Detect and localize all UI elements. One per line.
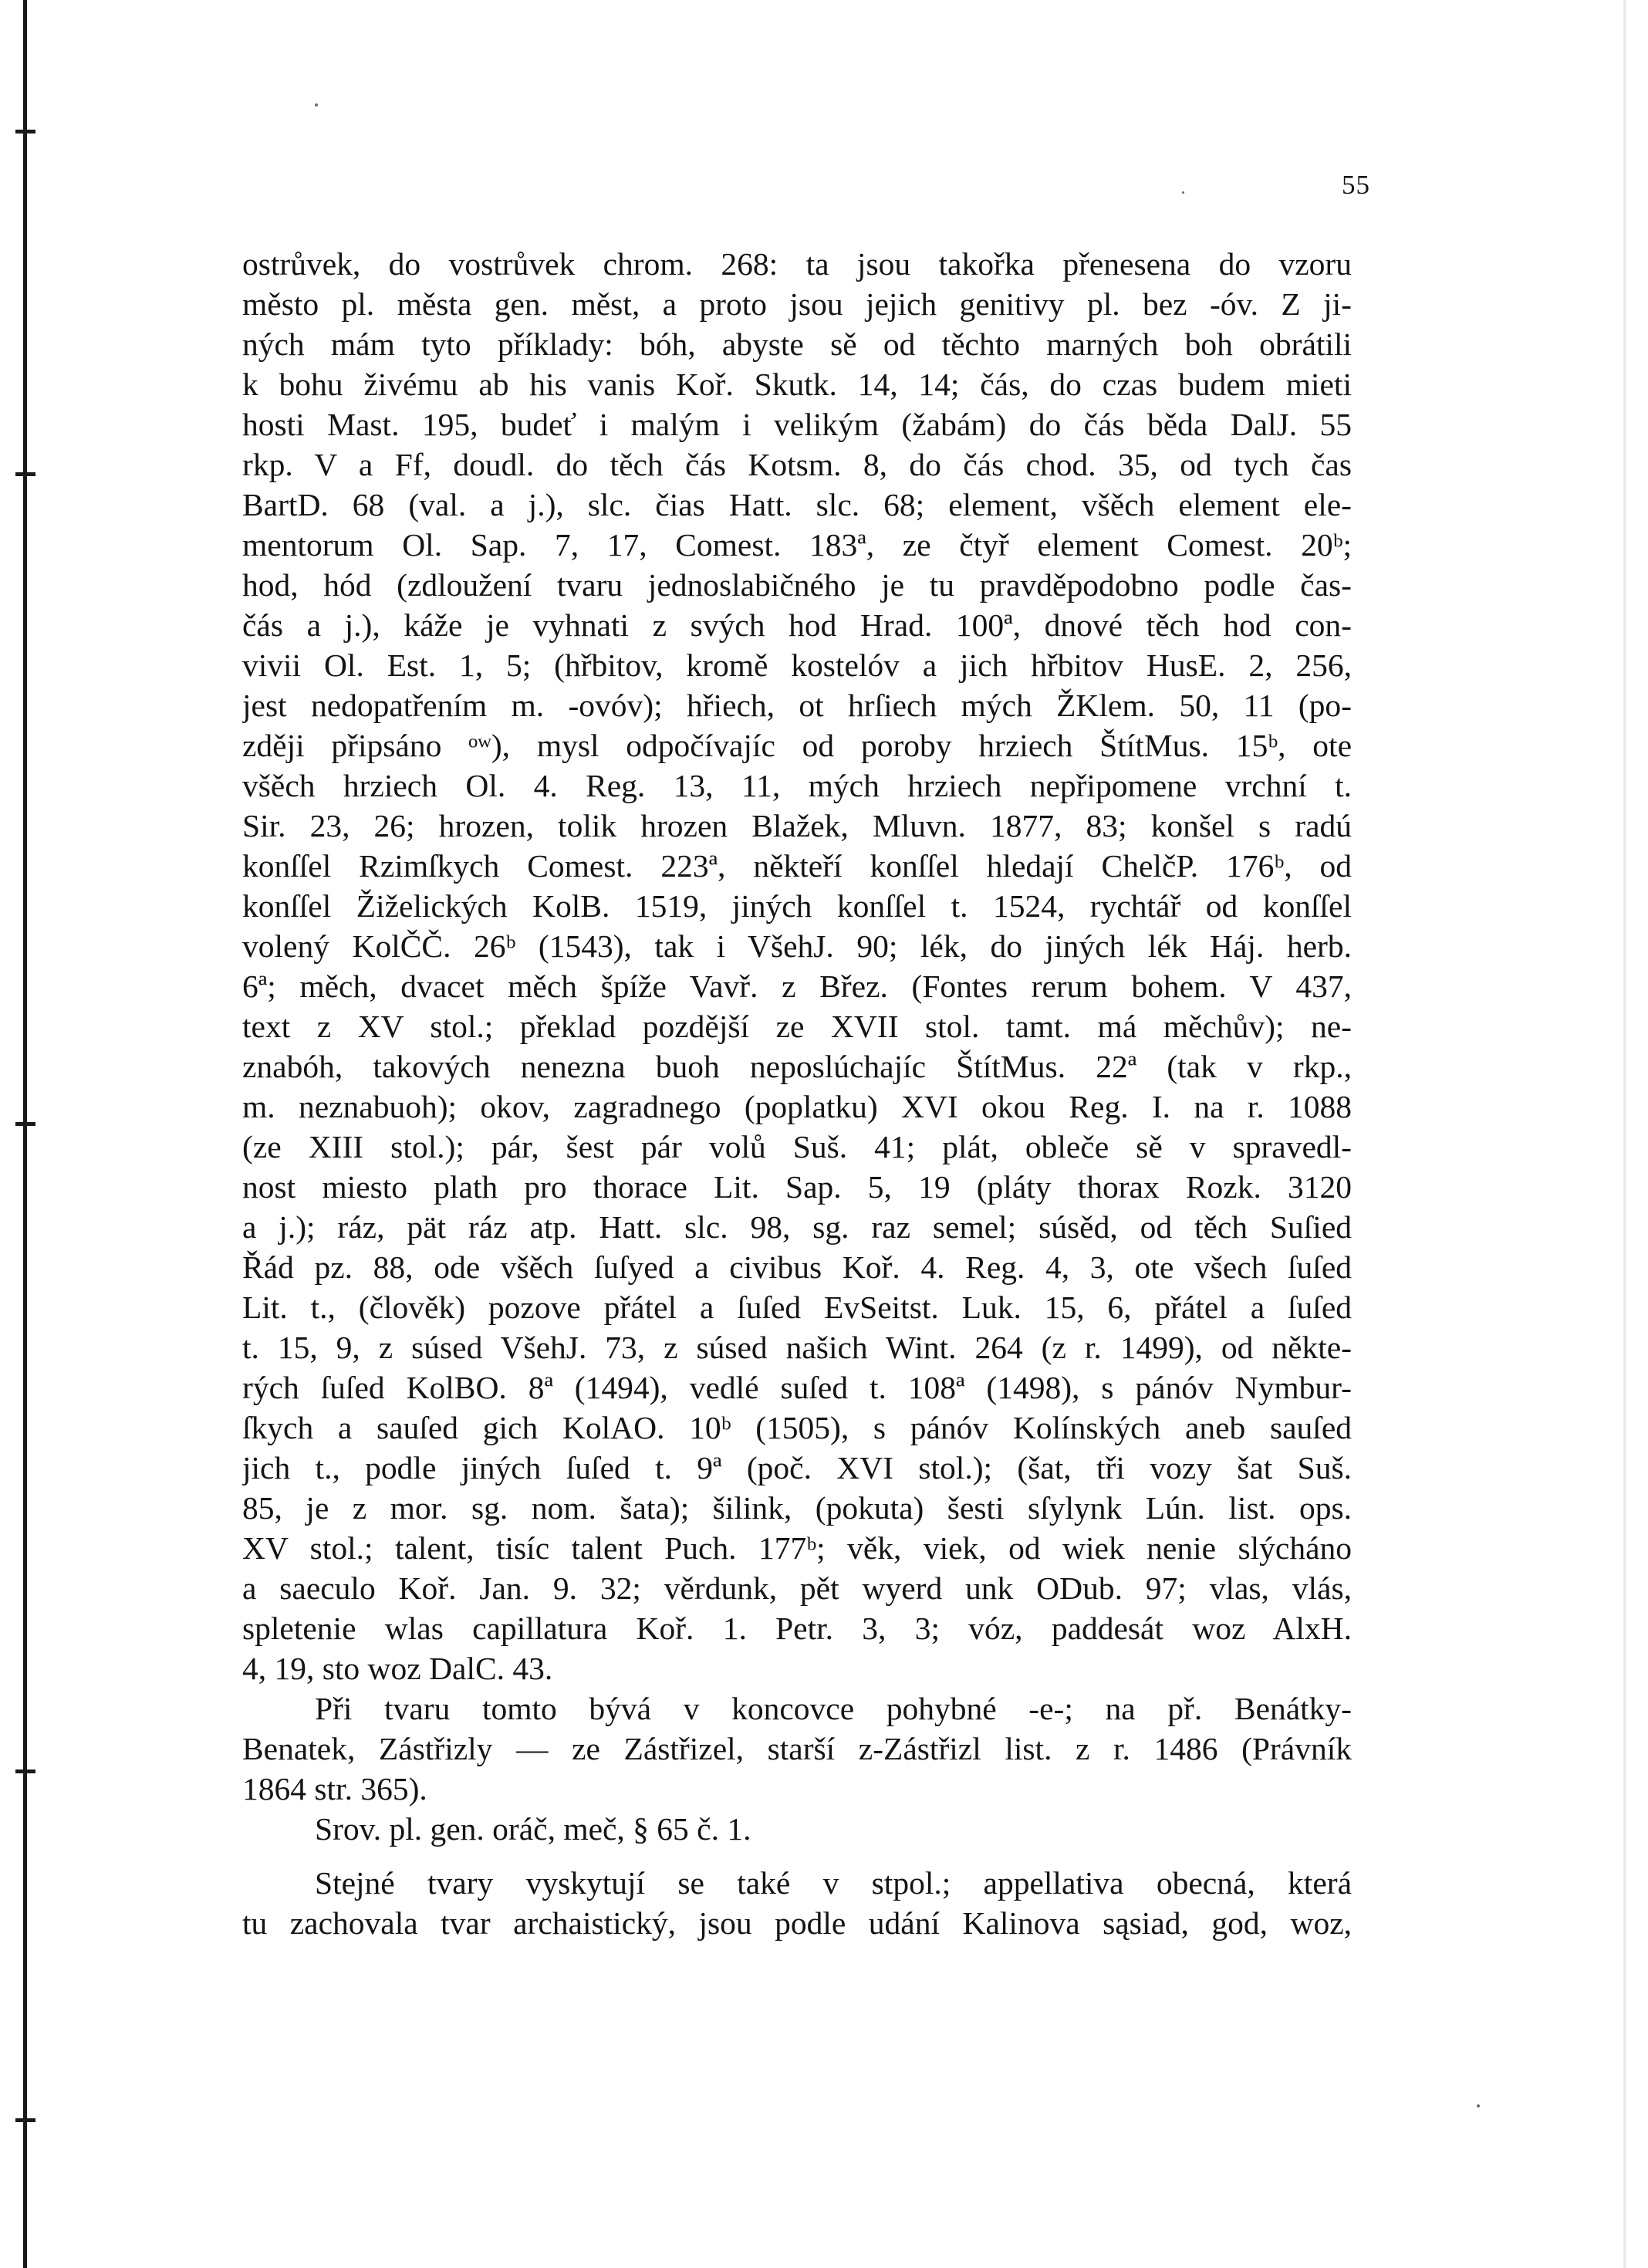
text-line: hod, hód (zdloužení tvaru jednoslabičného je tu pravděpodobno podle čas- — [242, 567, 1352, 603]
text-line: Sir. 23, 26; hrozen, tolik hrozen Blažek, Mluvn. 1877, 83; konšel s radú — [242, 808, 1352, 843]
text-line: Lit. t., (člověk) pozove přátel a ſuſed EvSeitst. Luk. 15, 6, přátel a ſuſed — [242, 1289, 1352, 1325]
body-text — [242, 244, 1352, 1943]
text-line: a saeculo Koř. Jan. 9. 32; věrdunk, pět wyerd unk ODub. 97; vlas, vlás, — [242, 1570, 1352, 1606]
text-line: k bohu živému ab his vanis Koř. Skutk. 14, 14; čás, do czas budem mieti — [242, 367, 1352, 402]
text-line: ostrůvek, do vostrůvek chrom. 268: ta jsou takořka přenesena do vzoru — [242, 246, 1352, 282]
text-line: 85, je z mor. sg. nom. šata); šilink, (pokuta) šesti sſylynk Lún. list. ops. — [242, 1490, 1352, 1526]
text-line: znabóh, takových nenezna buoh neposlúchajíc ŠtítMus. 22ª (tak v rkp., — [242, 1049, 1352, 1084]
text-line: nost miesto plath pro thorace Lit. Sap. 5, 19 (pláty thorax Rozk. 3120 — [242, 1169, 1352, 1205]
speck — [315, 103, 318, 106]
text-line: BartD. 68 (val. a j.), slc. čias Hatt. slc. 68; element, všěch element ele- — [242, 487, 1352, 522]
binding-edge — [23, 0, 27, 2268]
text-line: tu zachovala tvar archaistický, jsou podle udání Kalinova sąsiad, god, woz, — [242, 1905, 1352, 1941]
text-line: Benatek, Zástřizly — ze Zástřizel, starší z-Zástřizl list. z r. 1486 (Právník — [242, 1731, 1352, 1766]
text-line: Řád pz. 88, ode všěch ſuſyed a civibus Koř. 4. Reg. 4, 3, ote všech ſuſed — [242, 1249, 1352, 1285]
text-line: jest nedopatřením m. -ovóv); hřiech, ot hrſiech mých ŽKlem. 50, 11 (po- — [242, 688, 1352, 723]
text-line: město pl. města gen. měst, a proto jsou jejich genitivy pl. bez -óv. Z ji- — [242, 286, 1352, 322]
text-line: hosti Mast. 195, budeť i malým i velikým (žabám) do čás běda DalJ. 55 — [242, 407, 1352, 442]
text-line: XV stol.; talent, tisíc talent Puch. 177ᵇ; věk, viek, od wiek nenie slýcháno — [242, 1530, 1352, 1566]
text-line: čás a j.), káže je vyhnati z svých hod Hrad. 100ª, dnové těch hod con- — [242, 607, 1352, 643]
page-right-edge — [1623, 0, 1626, 2268]
text-line: 1864 str. 365). — [242, 1771, 427, 1807]
binding-edge-mark — [15, 2118, 35, 2122]
text-line: 4, 19, sto woz DalC. 43. — [242, 1651, 553, 1686]
binding-edge-mark — [15, 130, 35, 134]
text-line: vivii Ol. Est. 1, 5; (hřbitov, kromě kostelóv a jich hřbitov HusE. 2, 256, — [242, 647, 1352, 683]
text-line: mentorum Ol. Sap. 7, 17, Comest. 183ª, ze čtyř element Comest. 20ᵇ; — [242, 527, 1352, 563]
text-line: ſkych a sauſed gich KolAO. 10ᵇ (1505), s pánóv Kolínských aneb sauſed — [242, 1410, 1352, 1445]
text-line: volený KolČČ. 26ᵇ (1543), tak i VšehJ. 90; lék, do jiných lék Háj. herb. — [242, 928, 1352, 964]
speck — [1182, 191, 1184, 194]
text-line: spletenie wlas capillatura Koř. 1. Petr. 3, 3; vóz, paddesát woz AlxH. — [242, 1611, 1352, 1646]
text-line: rých ſuſed KolBO. 8ª (1494), vedlé suſed t. 108ª (1498), s pánóv Nymbur- — [242, 1370, 1352, 1405]
text-line: ných mám tyto příklady: bóh, abyste sě od těchto marných boh obrátili — [242, 326, 1352, 362]
text-line: m. neznabuoh); okov, zagradnego (poplatku) XVI okou Reg. I. na r. 1088 — [242, 1089, 1352, 1124]
text-line: a j.); ráz, pät ráz atp. Hatt. slc. 98, sg. raz semel; súsěd, od těch Suſied — [242, 1209, 1352, 1245]
text-line: konſſel Rzimſkych Comest. 223ª, někteří konſſel hledají ChelčP. 176ᵇ, od — [242, 848, 1352, 884]
text-line: všěch hrziech Ol. 4. Reg. 13, 11, mých hrziech nepřipomene vrchní t. — [242, 768, 1352, 803]
binding-edge-mark — [15, 1122, 35, 1126]
text-line: konſſel Žiželických KolB. 1519, jiných konſſel t. 1524, rychtář od konſſel — [242, 888, 1352, 924]
binding-edge-mark — [15, 1769, 35, 1773]
text-line: rkp. V a Ff, doudl. do těch čás Kotsm. 8, do čás chod. 35, od tych čas — [242, 447, 1352, 482]
text-line: zději připsáno ᵒʷ), mysl odpočívajíc od poroby hrziech ŠtítMus. 15ᵇ, ote — [242, 728, 1352, 763]
text-line: Srov. pl. gen. oráč, meč, § 65 č. 1. — [315, 1811, 751, 1847]
text-line: text z XV stol.; překlad pozdější ze XVII stol. tamt. má měchův); ne- — [242, 1009, 1352, 1044]
text-line: Při tvaru tomto bývá v koncovce pohybné -e-; na př. Benátky- — [315, 1691, 1352, 1726]
binding-edge-mark — [15, 472, 35, 476]
text-line: t. 15, 9, z súsed VšehJ. 73, z súsed našich Wint. 264 (z r. 1499), od někte- — [242, 1330, 1352, 1365]
page-number: 55 — [1342, 170, 1370, 200]
speck — [1477, 2104, 1480, 2107]
text-line: (ze XIII stol.); pár, šest pár volů Suš. 41; plát, obleče sě v spravedl- — [242, 1129, 1352, 1164]
text-line: 6ª; měch, dvacet měch špíže Vavř. z Břez. (Fontes rerum bohem. V 437, — [242, 968, 1352, 1004]
text-line: jich t., podle jiných ſuſed t. 9ª (poč. XVI stol.); (šat, tři vozy šat Suš. — [242, 1450, 1352, 1486]
text-line: Stejné tvary vyskytují se také v stpol.; appellativa obecná, která — [315, 1865, 1352, 1901]
